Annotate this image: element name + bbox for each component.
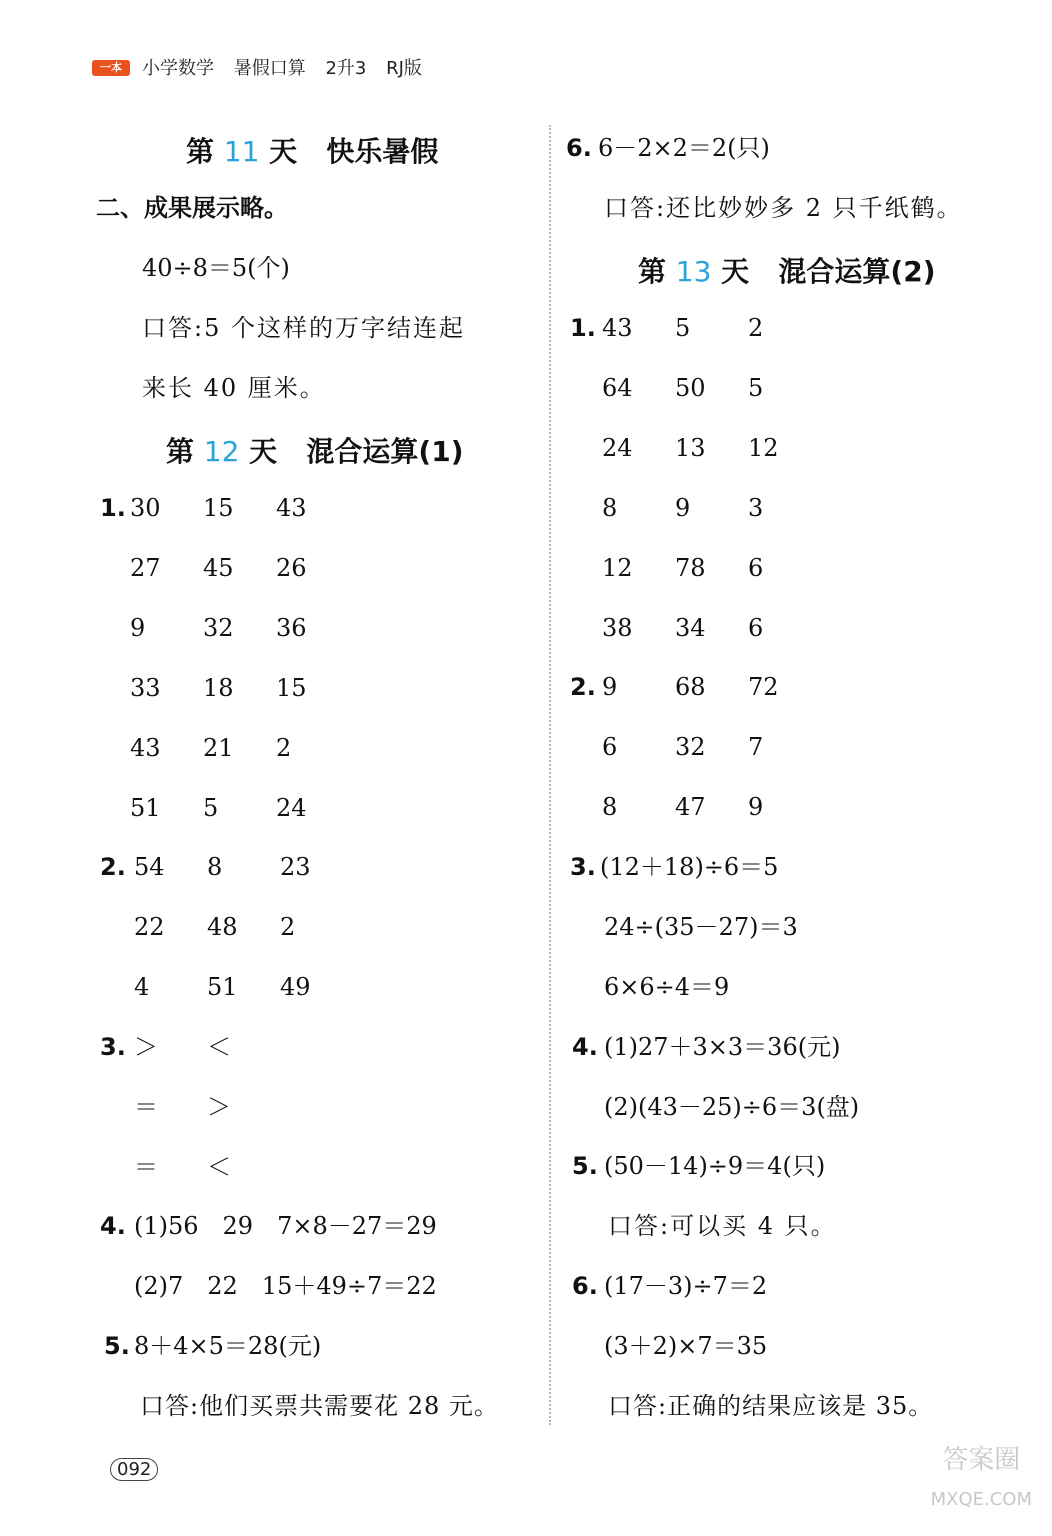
page-number: 092: [110, 1458, 158, 1481]
day12-title: 第 12 天 混合运算(1): [166, 435, 464, 468]
header-grade: 2升3: [325, 58, 367, 79]
grid-cell: 22: [134, 913, 165, 941]
r-p3-label: 3.: [570, 853, 596, 881]
grid-cell: 4: [134, 973, 150, 1001]
q6-line-1: 6－2×2＝2(只): [598, 134, 770, 162]
grid-cell: 9: [675, 494, 691, 522]
r-p4-line-1: (1)27＋3×3＝36(元): [604, 1033, 841, 1061]
grid-cell: 24: [276, 794, 307, 822]
r-p2-label: 2.: [570, 673, 596, 701]
grid-cell: 48: [207, 913, 238, 941]
grid-cell: ＜: [207, 1153, 231, 1181]
p5-label: 5.: [104, 1332, 130, 1360]
grid-cell: 21: [203, 734, 234, 762]
grid-cell: 32: [203, 614, 234, 642]
grid-cell: 54: [134, 853, 165, 881]
grid-cell: 12: [748, 434, 779, 462]
grid-cell: 3: [748, 494, 764, 522]
calc-line: 40÷8＝5(个): [142, 254, 290, 282]
grid-cell: 15: [276, 674, 307, 702]
column-divider: [549, 125, 551, 1425]
r-p4-label: 4.: [572, 1033, 598, 1061]
header-subject: 小学数学: [142, 58, 214, 79]
grid-cell: 2: [280, 913, 296, 941]
grid-cell: ＞: [134, 1033, 158, 1061]
grid-cell: 8: [602, 494, 618, 522]
day11-title: 第 11 天 快乐暑假: [186, 135, 439, 168]
grid-cell: 49: [280, 973, 311, 1001]
grid-cell: ＜: [207, 1033, 231, 1061]
grid-cell: 43: [602, 314, 633, 342]
grid-cell: 5: [203, 794, 219, 822]
grid-cell: 15: [203, 494, 234, 522]
answer-line-1: 口答:5 个这样的万字结连起: [142, 314, 465, 342]
grid-cell: 45: [203, 554, 234, 582]
grid-cell: 50: [675, 374, 706, 402]
grid-cell: 9: [130, 614, 146, 642]
grid-cell: 9: [748, 793, 764, 821]
r-p3-line-1: (12＋18)÷6＝5: [600, 853, 779, 881]
grid-cell: 78: [675, 554, 706, 582]
r-p6-label: 6.: [572, 1272, 598, 1300]
brand-badge: 一本: [92, 60, 130, 76]
grid-cell: ＞: [207, 1093, 231, 1121]
grid-cell: 34: [675, 614, 706, 642]
q6-line-2: 口答:还比妙妙多 2 只千纸鹤。: [604, 194, 963, 222]
grid-cell: 32: [675, 733, 706, 761]
day13-title: 第 13 天 混合运算(2): [638, 255, 936, 288]
grid-cell: 51: [207, 973, 238, 1001]
grid-cell: 9: [602, 673, 618, 701]
grid-cell: 72: [748, 673, 779, 701]
grid-cell: 38: [602, 614, 633, 642]
grid-cell: 64: [602, 374, 633, 402]
r-p5-line-2: 口答:可以买 4 只。: [608, 1212, 837, 1240]
grid-cell: 8: [602, 793, 618, 821]
q2-text: 二、成果展示略。: [96, 193, 288, 222]
p2-label: 2.: [100, 853, 126, 881]
header-book: 暑假口算: [233, 58, 306, 79]
p4-line-1: (1)56 29 7×8－27＝29: [134, 1212, 437, 1240]
grid-cell: 12: [602, 554, 633, 582]
grid-cell: 24: [602, 434, 633, 462]
r-p6-line-3: 口答:正确的结果应该是 35。: [608, 1392, 934, 1420]
r-p6-line-2: (3＋2)×7＝35: [604, 1332, 768, 1360]
q6-label: 6.: [566, 134, 592, 162]
header-edition: RJ版: [386, 58, 422, 79]
r-p6-line-1: (17－3)÷7＝2: [604, 1272, 768, 1300]
grid-cell: 5: [675, 314, 691, 342]
r-p3-line-2: 24÷(35－27)＝3: [604, 913, 798, 941]
grid-cell: ＝: [134, 1093, 158, 1121]
grid-cell: 30: [130, 494, 161, 522]
r-p4-line-2: (2)(43－25)÷6＝3(盘): [604, 1093, 860, 1121]
p4-line-2: (2)7 22 15＋49÷7＝22: [134, 1272, 437, 1300]
answer-line-2: 来长 40 厘米。: [142, 374, 326, 402]
grid-cell: 2: [748, 314, 764, 342]
grid-cell: 6: [748, 554, 764, 582]
grid-cell: 23: [280, 853, 311, 881]
grid-cell: 5: [748, 374, 764, 402]
grid-cell: 43: [130, 734, 161, 762]
r-p5-label: 5.: [572, 1152, 598, 1180]
grid-cell: 47: [675, 793, 706, 821]
grid-cell: 7: [748, 733, 764, 761]
p1-label: 1.: [100, 494, 126, 522]
grid-cell: 18: [203, 674, 234, 702]
grid-cell: 8: [207, 853, 223, 881]
r-p5-line-1: (50－14)÷9＝4(只): [604, 1152, 826, 1180]
grid-cell: 6: [748, 614, 764, 642]
grid-cell: 33: [130, 674, 161, 702]
grid-cell: 6: [602, 733, 618, 761]
header-info: [142, 54, 436, 80]
r-p3-line-3: 6×6÷4＝9: [604, 973, 730, 1001]
grid-cell: 36: [276, 614, 307, 642]
grid-cell: 13: [675, 434, 706, 462]
r-p1-label: 1.: [570, 314, 596, 342]
grid-cell: 51: [130, 794, 161, 822]
grid-cell: 68: [675, 673, 706, 701]
p3-label: 3.: [100, 1033, 126, 1061]
grid-cell: 26: [276, 554, 307, 582]
grid-cell: 27: [130, 554, 161, 582]
grid-cell: 2: [276, 734, 292, 762]
p4-label: 4.: [100, 1212, 126, 1240]
p5-line-1: 8＋4×5＝28(元): [134, 1332, 322, 1360]
watermark-logo: 答案圈 MXQE.COM: [930, 1445, 1032, 1510]
p5-line-2: 口答:他们买票共需要花 28 元。: [140, 1392, 499, 1420]
grid-cell: ＝: [134, 1153, 158, 1181]
grid-cell: 43: [276, 494, 307, 522]
